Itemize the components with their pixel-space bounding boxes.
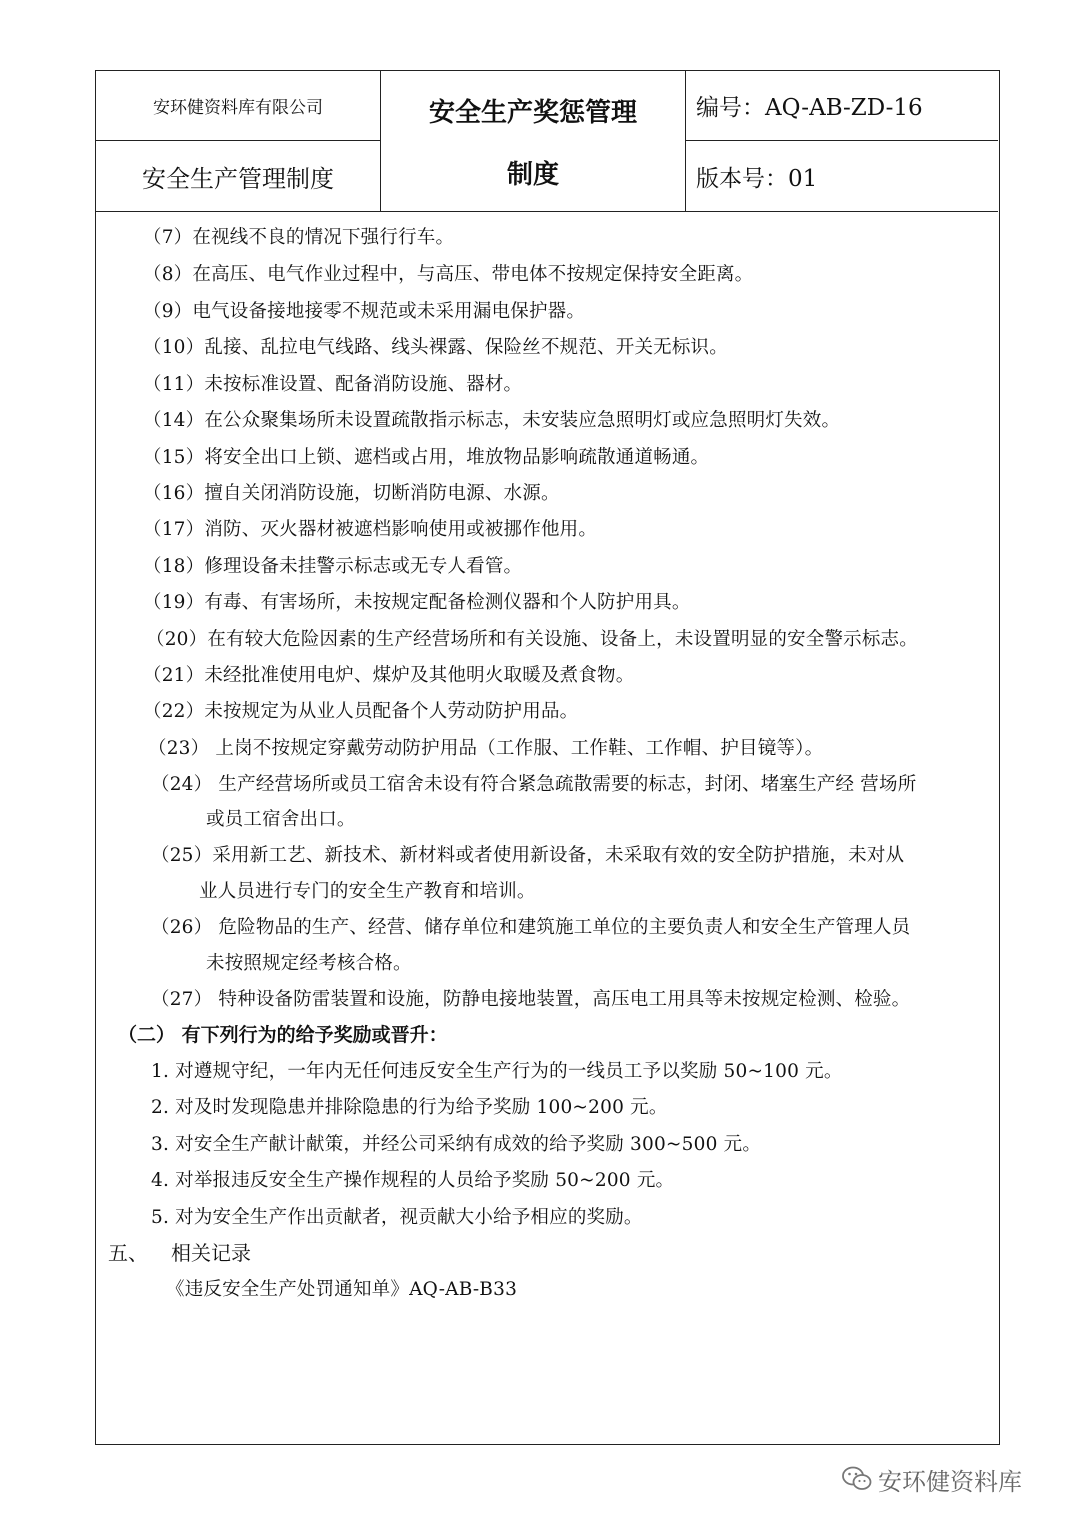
penalty-item: （9）电气设备接地接零不规范或未采用漏电保护器。 xyxy=(143,301,586,322)
title-line-1: 安全生产奖惩管理 xyxy=(428,97,637,128)
penalty-item: （14）在公众聚集场所未设置疏散指示标志，未安装应急照明灯或应急照明灯失效。 xyxy=(143,410,841,431)
document-frame xyxy=(95,70,1000,1445)
records-item: 《违反安全生产处罚通知单》AQ-AB-B33 xyxy=(166,1279,518,1300)
document-header xyxy=(96,71,998,212)
document-title xyxy=(381,71,686,212)
penalty-item: （16）擅自关闭消防设施，切断消防电源、水源。 xyxy=(143,483,560,504)
penalty-item: （10）乱接、乱拉电气线路、线头裸露、保险丝不规范、开关无标识。 xyxy=(143,337,728,358)
penalty-item: （11）未按标准设置、配备消防设施、器材。 xyxy=(143,374,523,395)
records-section-number: 五、 xyxy=(108,1241,148,1265)
penalty-item: （19）有毒、有害场所，未按规定配备检测仪器和个人防护用具。 xyxy=(143,592,691,613)
penalty-item: （7）在视线不良的情况下强行行车。 xyxy=(143,227,455,248)
penalty-item-line1: （24） 生产经营场所或员工宿舍未设有符合紧急疏散需要的标志，封闭、堵塞生产经 营场所 xyxy=(151,774,917,795)
records-section-heading: 相关记录 xyxy=(171,1241,251,1265)
reward-item: 4. 对举报违反安全生产操作规程的人员给予奖励 50~200 元。 xyxy=(151,1170,675,1191)
penalty-item-line1: （25）采用新工艺、新技术、新材料或者使用新设备，未采取有效的安全防护措施，未对从 xyxy=(151,845,905,866)
reward-section-heading: （二） 有下列行为的给予奖励或晋升： xyxy=(118,1024,448,1046)
penalty-item: （27） 特种设备防雷装置和设施，防静电接地装置，高压电工用具等未按规定检测、检验。 xyxy=(151,989,911,1010)
reward-item: 1. 对遵规守纪，一年内无任何违反安全生产行为的一线员工予以奖励 50~100 元。 xyxy=(151,1061,843,1082)
watermark-text: 安环健资料库 xyxy=(878,1467,1022,1496)
penalty-item: （17）消防、灭火器材被遮档影响使用或被挪作他用。 xyxy=(143,519,598,540)
penalty-item: （8）在高压、电气作业过程中，与高压、带电体不按规定保持安全距离。 xyxy=(143,264,754,285)
penalty-item-line2: 未按照规定经考核合格。 xyxy=(206,953,412,974)
title-line-2: 制度 xyxy=(506,159,559,190)
penalty-item: （21）未经批准使用电炉、煤炉及其他明火取暖及煮食物。 xyxy=(143,665,635,686)
document-code: 编号：AQ-AB-ZD-16 xyxy=(686,71,998,141)
company-name: 安环健资料库有限公司 xyxy=(96,71,381,141)
reward-item: 5. 对为安全生产作出贡献者，视贡献大小给予相应的奖励。 xyxy=(151,1207,643,1228)
penalty-item-line2: 业人员进行专门的安全生产教育和培训。 xyxy=(199,881,536,902)
penalty-item: （15）将安全出口上锁、遮档或占用，堆放物品影响疏散通道畅通。 xyxy=(143,447,710,468)
penalty-item: （20）在有较大危险因素的生产经营场所和有关设施、设备上，未设置明显的安全警示标志。 xyxy=(146,629,918,650)
wechat-icon xyxy=(842,1466,872,1492)
penalty-item: （18）修理设备未挂警示标志或无专人看管。 xyxy=(143,556,523,577)
reward-item: 3. 对安全生产献计献策，并经公司采纳有成效的给予奖励 300~500 元。 xyxy=(151,1134,762,1155)
system-name: 安全生产管理制度 xyxy=(96,141,381,212)
penalty-item: （22）未按规定为从业人员配备个人劳动防护用品。 xyxy=(143,701,579,722)
reward-item: 2. 对及时发现隐患并排除隐患的行为给予奖励 100~200 元。 xyxy=(151,1097,668,1118)
watermark xyxy=(842,1462,1022,1496)
penalty-item: （23） 上岗不按规定穿戴劳动防护用品（工作服、工作鞋、工作帽、护目镜等）。 xyxy=(148,738,824,759)
penalty-item-line1: （26） 危险物品的生产、经营、储存单位和建筑施工单位的主要负责人和安全生产管理人员 xyxy=(151,917,911,938)
version-number: 版本号：01 xyxy=(696,166,818,192)
penalty-item-line2: 或员工宿舍出口。 xyxy=(206,809,356,830)
